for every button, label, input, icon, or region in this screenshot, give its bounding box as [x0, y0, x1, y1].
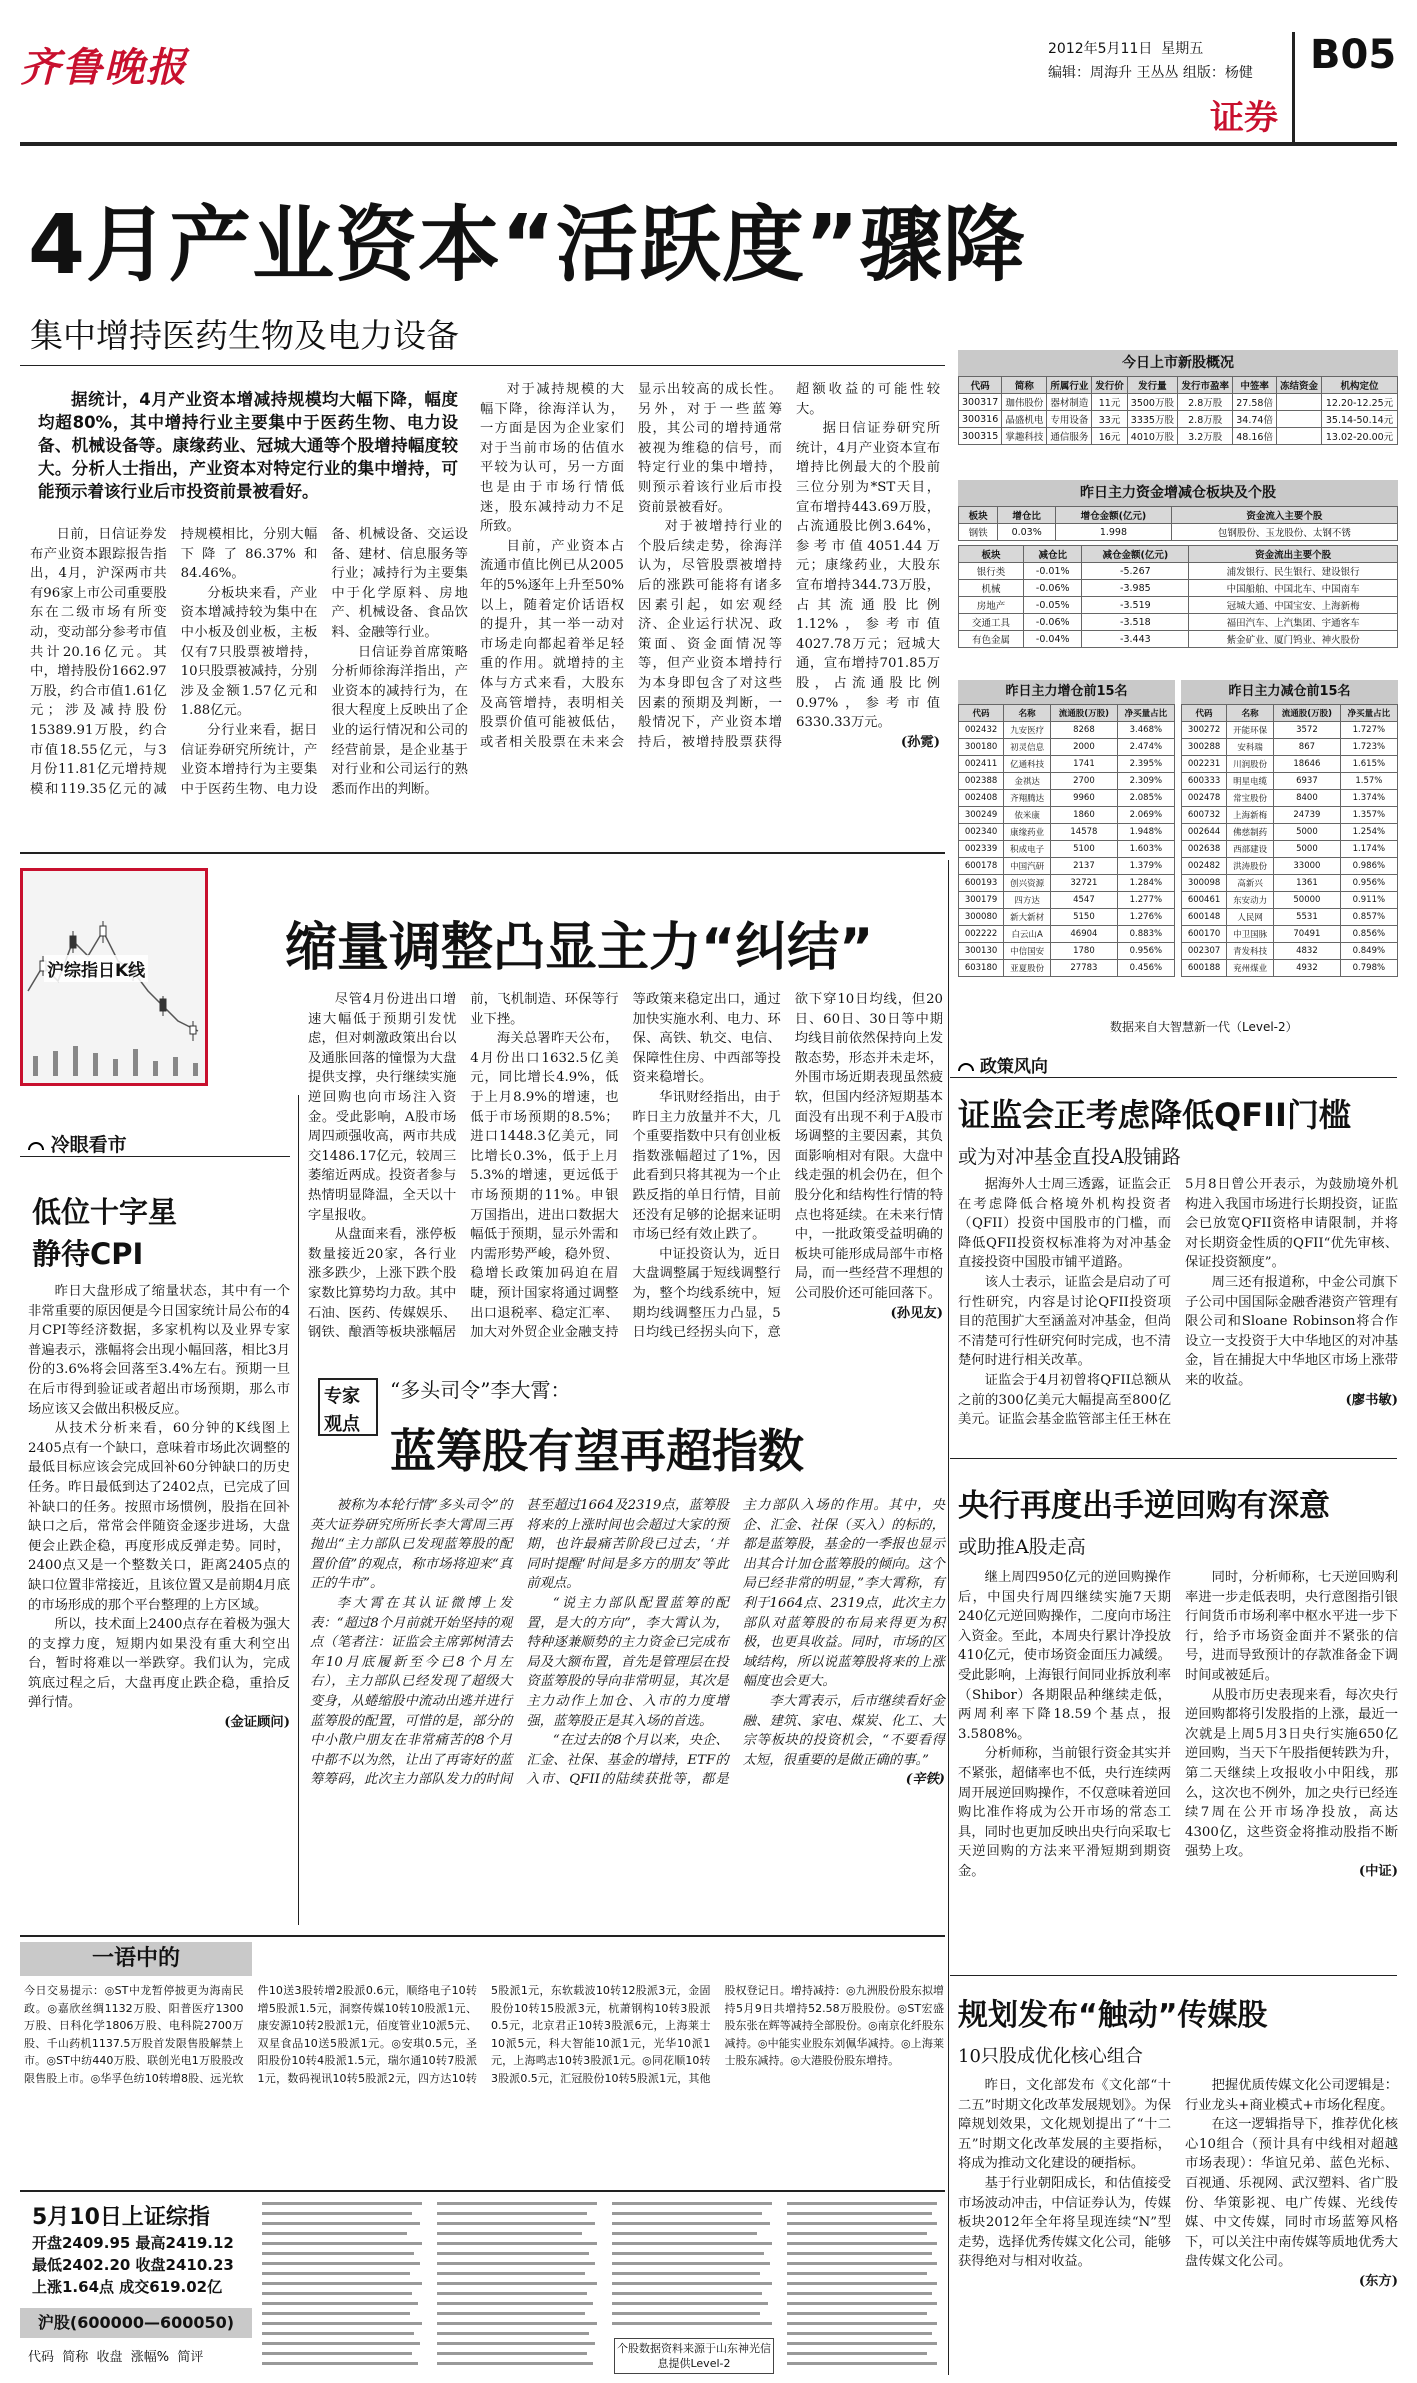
- table-cell: 300179: [959, 892, 1004, 909]
- expert-para: “说主力部队配置蓝筹的配置，是大的方向”，李大霄认为，特种逐兼顺势的主力资金已完成布局及大额布置，首先是管理层在投资蓝筹股的导向非常明显，其次是主力动作上加仓、入市的力度增强，蓝筹股正是其入场的首选。: [526, 1595, 729, 1729]
- masthead: [0, 0, 1417, 145]
- table-row: [959, 824, 1175, 841]
- market-cols: 代码 简称 收盘 涨幅% 简评: [28, 2350, 204, 2365]
- table-cell: 603180: [959, 960, 1004, 977]
- table-row: [1182, 841, 1398, 858]
- table-row: [1182, 892, 1398, 909]
- quote-note: 个股数据资料来源于山东神光信息提供Level-2: [614, 2338, 774, 2374]
- expert-tag-line2: 观点: [324, 1414, 360, 1435]
- cold-body: [28, 1282, 290, 1932]
- table-cell: 0.956%: [1340, 875, 1397, 892]
- qfii-para: 证监会于4月初曾将QFII总额从之前的300亿美元大幅提高至800亿美元。证监会基金监管部主任王林在5月8日曾公开表示，为鼓励境外机构进入我国市场进行长期投资，证监会已放宽QFII资格申请限制，并将对长期资金性质的QFII“优先审核、保证投资额度”。: [958, 1177, 1398, 1428]
- table-row: 银行类 -0.01% -5.267 浦发银行、民生银行、建设银行: [959, 563, 1398, 580]
- qfii-headline: 证监会正考虑降低QFII门槛: [958, 1096, 1351, 1134]
- pboc-headline: 央行再度出手逆回购有深意: [958, 1488, 1330, 1524]
- table-row: [959, 960, 1175, 977]
- table-cell: 600148: [1182, 909, 1227, 926]
- media-para: 在这一逻辑指导下，推荐优化核心10组合（预计具有中线相对超越市场表现）：华谊兄弟、蓝色光标、百视通、乐视网、武汉塑料、省广股份、华策影视、电广传媒、光线传媒、中文传媒，同时市场蓝筹风格下，可以关注中南传媒等质地优秀大盘传媒文化公司。: [1185, 2117, 1398, 2270]
- table-cell: 2000: [1051, 739, 1118, 756]
- top15-inc-table: [958, 704, 1175, 977]
- table-cell: 1.603%: [1117, 841, 1174, 858]
- table-cell: 32721: [1051, 875, 1118, 892]
- table-cell: 1860: [1051, 807, 1118, 824]
- table-cell: 0.986%: [1340, 858, 1397, 875]
- media-headline: 规划发布“触动”传媒股: [958, 1998, 1268, 2033]
- table-row: 钢铁 0.03% 1.998 包钢股份、玉龙股份、太钢不锈: [959, 524, 1398, 541]
- pboc-para: 同时，分析师称，七天逆回购利率进一步走低表明，央行意图指引银行间货币市场利率中枢水平进一步下行，给予市场资金面并不紧张的信号，进而导致预计的存款准备金下调时间或被延后。: [1185, 1570, 1398, 1683]
- table-cell: 2137: [1051, 858, 1118, 875]
- table-cell: 1.379%: [1117, 858, 1174, 875]
- table-cell: 002411: [959, 756, 1004, 773]
- qfii-column-label: [958, 1052, 1048, 1077]
- quote-grid: [262, 2198, 942, 2376]
- qfii-para: 周三还有报道称，中金公司旗下子公司中国国际金融香港资产管理有限公司和Sloane Robinson将合作设立一支投资于大中华地区的对冲基金，旨在捕捉大中华地区市场上涨带来的收益。: [1185, 1274, 1398, 1388]
- half-circle-icon: [28, 1142, 44, 1150]
- table-row: [959, 756, 1175, 773]
- top15-inc-header: 代码 名称 流通股(万股) 净买量占比: [959, 705, 1175, 722]
- table-cell: 1.615%: [1340, 756, 1397, 773]
- table-cell: 5100: [1051, 841, 1118, 858]
- table-cell: 康缘药业: [1004, 824, 1051, 841]
- qfii-body: [958, 1175, 1398, 1450]
- table-cell: 600170: [1182, 926, 1227, 943]
- volume-headline: 缩量调整凸显主力“纠结”: [285, 918, 874, 978]
- volume-para: 中证投资认为，近日大盘调整属于短线调整行为，整个均线系统中，短期均线调整压力凸显，5日均线已经拐头向下，意欲下穿10日均线，但20日、60日、30日等中期均线目前依然保持向上发散态势，形态并未走坏，外围市场近期表现虽然疲软，但国内经济短期基本面没有出现不利于A股市场调整的主要因素，其负面影响相对有限。大盘中线走强的机会仍在，但个股分化和结构性行情的特点也将延续。在未来行情中，一批政策受益明确的板块可能形成局部牛市格局，而一些经营不理想的公司股价还可能回落下。: [632, 992, 943, 1341]
- volume-para: 从盘面来看，涨停板数量接近20家，各行业涨多跌少，上涨下跌个股家数比算势均力敌。其中石油、医药、传媒娱乐、钢铁、酿酒等板块涨幅居前，飞机制造、环保等行业下挫。: [308, 992, 619, 1341]
- table-row: 300317 珈伟股份 器材制造 11元 3500万股 2.8万股 27.58倍 12.20-12.25元: [959, 394, 1398, 411]
- table-cell: 0.849%: [1340, 943, 1397, 960]
- table-cell: 中信国安: [1004, 943, 1051, 960]
- table-cell: 9960: [1051, 790, 1118, 807]
- table-cell: 18646: [1274, 756, 1341, 773]
- table-cell: 8268: [1051, 722, 1118, 739]
- table-row: 交通工具 -0.06% -3.518 福田汽车、上汽集团、宇通客车: [959, 614, 1398, 631]
- top15-dec-title: 昨日主力减仓前15名: [1181, 680, 1398, 704]
- table-cell: 002432: [959, 722, 1004, 739]
- lead-para: 对于被增持行业的个股后续走势，徐海洋认为，尽管股票被增持后的涨跌可能将有诸多因素引起，如宏观经济、企业运行状况、政策面、资金面情况等等，但产业资本增持行为本身即包含了对这些因素的预期及判断，一般情况下，产业资本增持后，被增持股票获得超额收益的可能性较大。: [638, 382, 940, 750]
- table-row: [1182, 875, 1398, 892]
- table-cell: 西部建设: [1227, 841, 1274, 858]
- issue-date: [1048, 38, 1203, 58]
- lead-headline: 4月产业资本“活跃度”骤降: [28, 198, 1026, 293]
- table-cell: 002482: [1182, 858, 1227, 875]
- table-cell: 1780: [1051, 943, 1118, 960]
- table-cell: 1.277%: [1117, 892, 1174, 909]
- expert-para: 被称为本轮行情“多头司令”的英大证券研究所所长李大霄周三再抛出“主力部队已发现蓝筹股的配置价值”的观点，称市场将迎来“真正的牛市”。: [310, 1498, 513, 1592]
- table-cell: 金祺达: [1004, 773, 1051, 790]
- table-cell: 中卫国脉: [1227, 926, 1274, 943]
- cold-byline: (金证顾问): [224, 1715, 290, 1731]
- top15-source: 数据来自大智慧新一代（Level-2）: [1110, 1020, 1298, 1034]
- lead-para: 日前，日信证券发布产业资本跟踪报告指出，4月，沪深两市共有96家上市公司重要股东在二级市场有所变动，变动部分参考市值共计20.16亿元。其中，增持股份1662.97万股，约合市值1.61亿元；涉及减持股份15389.91万股，约合市值18.55亿元，与3月份11.81亿元增持规模和119.35亿元的减持规模相比，分别大幅下降了86.37%和84.46%。: [30, 527, 318, 797]
- table-cell: 600178: [959, 858, 1004, 875]
- pboc-body: [958, 1568, 1398, 1968]
- table-row: [1182, 926, 1398, 943]
- table-cell: 2.309%: [1117, 773, 1174, 790]
- table-cell: 1.374%: [1340, 790, 1397, 807]
- table-cell: 300180: [959, 739, 1004, 756]
- table-cell: 高新兴: [1227, 875, 1274, 892]
- table-cell: 依米康: [1004, 807, 1051, 824]
- table-cell: 0.798%: [1340, 960, 1397, 977]
- editor-line: 编辑：周海升 王丛丛 组版：杨健: [1048, 65, 1253, 81]
- kline-caption: 沪综指日K线: [44, 955, 148, 982]
- table-cell: 1741: [1051, 756, 1118, 773]
- top15-dec-header: 代码 名称 流通股(万股) 净买量占比: [1182, 705, 1398, 722]
- table-row: [959, 739, 1175, 756]
- expert-para: “在过去的8个月以来，央企、汇金、社保、基金的增持，ETF的入市、QFII的陆续获批等，都是主力部队入场的作用。其中，央企、汇金、社保（买入）的标的，都是蓝筹股，基金的一季报也显示出其合计加仓蓝筹股的倾向。这个局已经非常的明显，”李大霄称，有利于1664点、2319点，此次主力部队对蓝筹股的布局来得更为积极，也更具收益。同时，市场的区域结构，所以说蓝筹股将来的上涨幅度也会更大。: [526, 1498, 945, 1788]
- table-cell: 1.174%: [1340, 841, 1397, 858]
- media-para: 把握优质传媒文化公司逻辑是：行业龙头+商业模式+市场化程度。: [1185, 2078, 1398, 2113]
- table-cell: 600188: [1182, 960, 1227, 977]
- table-cell: 0.911%: [1340, 892, 1397, 909]
- table-cell: 1.284%: [1117, 875, 1174, 892]
- lead-para: 分板块来看，产业资本增减持较为集中在中小板及创业板，主板仅有7只股票被增持，10只股票被减持，分别涉及金额1.57亿元和1.88亿元。: [180, 585, 318, 719]
- brief-title: 一语中的: [20, 1942, 252, 1976]
- table-cell: 0.956%: [1117, 943, 1174, 960]
- table-cell: 1.57%: [1340, 773, 1397, 790]
- table-cell: 600193: [959, 875, 1004, 892]
- table-cell: 2.069%: [1117, 807, 1174, 824]
- table-cell: 002340: [959, 824, 1004, 841]
- cold-para: 所以，技术面上2400点存在着极为强大的支撑力度，短期内如果没有重大利空出台，暂时将难以一举跌穿。我们认为，完成筑底过程之后，大盘再度止跌企稳，重拾反弹行情。: [28, 1617, 290, 1711]
- ipo-title: 今日上市新股概况: [958, 350, 1398, 376]
- cold-column-name: 冷眼看市: [50, 1134, 127, 1156]
- ipo-header-row: 代码 简称 所属行业 发行价 发行量 发行市盈率 中签率 冻结资金 机构定位: [959, 377, 1398, 394]
- table-cell: 300080: [959, 909, 1004, 926]
- market-line3: 上涨1.64点 成交619.02亿: [32, 2278, 223, 2296]
- table-cell: 东安动力: [1227, 892, 1274, 909]
- table-row: [1182, 739, 1398, 756]
- table-cell: 2.395%: [1117, 756, 1174, 773]
- table-cell: 1.357%: [1340, 807, 1397, 824]
- expert-tag: [318, 1378, 378, 1436]
- table-cell: 002638: [1182, 841, 1227, 858]
- lead-para: 分行业来看，据日信证券研究所统计，产业资本增持行为主要集中于医药生物、电力设备、机械设备、交运设备、建材、信息服务等行业；减持行为主要集中于化学原料、房地产、机械设备、食品饮料、金融等行业。: [180, 527, 468, 797]
- table-cell: 0.857%: [1340, 909, 1397, 926]
- pboc-para: 从股市历史表现来看，每次央行逆回购都将引发股指的上涨，最近一次就是上周5月3日央行实施650亿逆回购，当天下午股指便转跌为升，第二天继续上攻报收小中阳线，那么，这次也不例外，加之央行已经连续7周在公开市场净投放，高达4300亿，这些资金将推动股指不断强势上攻。: [1185, 1687, 1398, 1860]
- market-line2: 最低2402.20 收盘2410.23: [32, 2256, 234, 2274]
- lead-para: 对于减持规模的大幅下降，徐海洋认为，一方面是因为企业家们对于当前市场的估值水平较为认可，另一方面也是由于市场行情低迷，股东减持动力不足所致。: [480, 382, 624, 535]
- table-cell: 002388: [959, 773, 1004, 790]
- table-row: [959, 773, 1175, 790]
- cold-column-label: [28, 1130, 127, 1157]
- expert-headline: 蓝筹股有望再超指数: [390, 1424, 804, 1478]
- table-cell: 0.856%: [1340, 926, 1397, 943]
- newspaper-logo: 齐鲁晚报: [20, 44, 188, 91]
- qfii-para: 该人士表示，证监会是启动了可行性研究，内容是讨论QFII投资项目的范围扩大至涵盖对冲基金，但尚不清楚可行性研究何时完成，也不清楚何时进行相关改革。: [958, 1274, 1171, 1369]
- expert-para: 李大霄在其认证微博上发表：“超过8个月前就开始坚持的观点（笔者注：证监会主席郭树清去年10月底履新至今已8个月左右），主力部队已经发现了超级大变身，从蜷缩股中流动出逃并进行蓝筹股的配置，可惜的是，部分的中小散户朋友在非常痛苦的8个月中都不以为然，让出了再寄好的蓝筹筹码，此次主力部队发力的时间甚至超过1664及2319点，蓝筹股将来的上涨时间也会超过大家的预期，也许最痛苦阶段已过去，‘并同时提醒‘时间是多方的朋友’等此前观点。: [310, 1498, 729, 1788]
- table-cell: 002408: [959, 790, 1004, 807]
- table-cell: 2.474%: [1117, 739, 1174, 756]
- top15-dec-table: [1181, 704, 1398, 977]
- table-row: [959, 807, 1175, 824]
- table-cell: 3572: [1274, 722, 1341, 739]
- market-sub: 沪股(600000—600050): [20, 2308, 252, 2338]
- table-cell: 新大新材: [1004, 909, 1051, 926]
- table-row: [1182, 790, 1398, 807]
- table-cell: 2.085%: [1117, 790, 1174, 807]
- expert-tag-line1: 专家: [324, 1386, 360, 1407]
- table-row: 有色金属 -0.04% -3.443 紫金矿业、厦门钨业、神火股份: [959, 631, 1398, 648]
- lead-body: [30, 525, 468, 835]
- table-cell: 2700: [1051, 773, 1118, 790]
- table-cell: 亿通科技: [1004, 756, 1051, 773]
- table-cell: 安科瑞: [1227, 739, 1274, 756]
- qfii-subheadline: 或为对冲基金直投A股铺路: [958, 1146, 1181, 1168]
- expert-para: 李大霄表示，后市继续看好金融、建筑、家电、煤炭、化工、大宗等板块的投资机会，“不要看得太短，很重要的是做正确的事。”: [742, 1693, 945, 1768]
- table-cell: 5000: [1274, 841, 1341, 858]
- table-cell: 1.727%: [1340, 722, 1397, 739]
- table-cell: 002478: [1182, 790, 1227, 807]
- table-row: [1182, 722, 1398, 739]
- table-cell: 4547: [1051, 892, 1118, 909]
- ipo-table: [958, 376, 1398, 445]
- table-cell: 600732: [1182, 807, 1227, 824]
- table-cell: 6937: [1274, 773, 1341, 790]
- cold-headline-2: 静待CPI: [32, 1237, 144, 1271]
- table-cell: 27783: [1051, 960, 1118, 977]
- table-cell: 常宝股份: [1227, 790, 1274, 807]
- table-cell: 1.723%: [1340, 739, 1397, 756]
- table-cell: 亚夏股份: [1004, 960, 1051, 977]
- expert-body: [310, 1496, 945, 1926]
- volume-byline: (孙见友): [890, 1305, 943, 1321]
- volume-para: 海关总署昨天公布，4月份出口1632.5亿美元，同比增长4.9%，低于上月8.9%的增速，也低于市场预期的8.5%；进口1448.3亿美元，同比增长0.3%，低于上月5.3%的增速，更远低于市场预期的11%。申银万国指出，进出口数据大幅低于预期，显示外需和内需形势严峻，稳外贸、稳增长政策加码迫在眉睫，预计国家将通过调整出口退税率、稳定汇率、加大对外贸企业金融支持等政策来稳定出口，通过加快实施水利、电力、环保、高铁、轨交、电信、保障性住房、中西部等投资来稳增长。: [470, 992, 781, 1341]
- volume-para: 华讯财经指出，由于昨日主力放量并不大，几个重要指数中只有创业板指数涨幅超过了1%，因此看到只将其视为一个止跌反指的单日行情，目前还没有足够的论据来证明市场已经有效止跌了。: [632, 1089, 781, 1243]
- top15-inc-title: 昨日主力增仓前15名: [958, 680, 1175, 704]
- table-cell: 70491: [1274, 926, 1341, 943]
- qfii-column-name: 政策风向: [979, 1057, 1048, 1077]
- table-cell: 洪涛股份: [1227, 858, 1274, 875]
- table-row: [1182, 960, 1398, 977]
- date-text: 2012年5月11日: [1048, 41, 1153, 57]
- table-cell: 齐翔腾达: [1004, 790, 1051, 807]
- brief-text: 今日交易提示：◎ST中龙暂停披更为海南民政。◎嘉欣丝绸1132万股、阳普医疗1300万股、日科化学1806万股、电科院2700万股、千山药机1137.5万股首发限售股解禁上市。◎ST中纺440万股、联创光电1万股股改限售股上市。◎华孚色纺10转增8股、远光软件10送3股转增2股派0.6元，顺络电子10转增5股派1.5元，洞察传媒10转10股派1元、康安源10转2股派1元，佰度管业10派5元、双星食品10送5股派1元。◎安琪0.5元，圣阳股份10转4股派1.5元，瑞尔通10转7股派1元，数码视讯10转5股派2元，四方达10转5股派1元，东软载波10转12股派3元，金固股份10转15股派3元，杭萧钢构10转3股派0.5元，北京君正10转3股派6元，上海莱士10派5元，科大智能10派1元，光华10派1元，上海鸣志10转3股派1元。◎同花顺10转3股派0.5元，汇冠股份10转5股派1元，其他股权登记日。增持减持：◎九洲股份股东拟增持5月9日共增持52.58万股股份。◎ST宏盛股东张在辉等减持全部股份。◎南京化纤股东减持。◎中能实业股东刘佩华减持。◎上海莱士股东减持。◎大港股份股东增持。: [24, 1984, 944, 2085]
- table-cell: 1.276%: [1117, 909, 1174, 926]
- table-cell: 0.456%: [1117, 960, 1174, 977]
- quote-listing-block: [262, 2198, 942, 2376]
- lead-body-right: [480, 380, 940, 840]
- table-cell: 4832: [1274, 943, 1341, 960]
- table-row: [959, 841, 1175, 858]
- flow-out-header: 板块 减仓比 减仓金额(亿元) 资金流出主要个股: [959, 546, 1398, 563]
- table-row: [959, 943, 1175, 960]
- table-cell: 上海新梅: [1227, 807, 1274, 824]
- table-cell: 川润股份: [1227, 756, 1274, 773]
- flow-panel: [958, 480, 1398, 648]
- table-row: [959, 892, 1175, 909]
- table-cell: 5000: [1274, 824, 1341, 841]
- table-cell: 中国汽研: [1004, 858, 1051, 875]
- table-row: [1182, 858, 1398, 875]
- lead-summary: 据统计，4月产业资本增减持规模均大幅下降，幅度均超80%，其中增持行业主要集中于医药生物、电力设备、机械设备等。康缘药业、冠城大通等个股增持幅度较大。分析人士指出，产业资本对特定行业的集中增持，可能预示着该行业后市投资前景被看好。: [38, 390, 458, 501]
- table-cell: 46904: [1051, 926, 1118, 943]
- table-cell: 4932: [1274, 960, 1341, 977]
- market-box: [20, 2196, 252, 2376]
- media-para: 昨日，文化部发布《文化部“十二五”时期文化改革发展规划》。为保障规划效果，文化规划提出了“十二五”时期文化改革发展的主要指标，将成为推动文化建设的硬指标。: [958, 2078, 1171, 2172]
- table-cell: 开能环保: [1227, 722, 1274, 739]
- pboc-para: 继上周四950亿元的逆回购操作后，中国央行周四继续实施7天期240亿元逆回购操作，二度向市场注入资金。至此，本周央行累计净投放410亿元，使市场资金面压力减缓。受此影响，上海银行间同业拆放利率（Shibor）各期限品种继续走低，两周利率下降18.59个基点，报3.5808%。: [958, 1570, 1171, 1742]
- table-cell: 3.468%: [1117, 722, 1174, 739]
- table-row: 300315 掌趣科技 通信服务 16元 4010万股 3.2万股 48.16倍 13.02-20.00元: [959, 428, 1398, 445]
- table-row: [959, 909, 1175, 926]
- lead-subheadline: 集中增持医药生物及电力设备: [30, 316, 459, 355]
- table-cell: 1361: [1274, 875, 1341, 892]
- table-cell: 867: [1274, 739, 1341, 756]
- table-cell: 002339: [959, 841, 1004, 858]
- cold-headline-1: 低位十字星: [32, 1195, 178, 1229]
- market-line1: 开盘2409.95 最高2419.12: [32, 2234, 234, 2252]
- qfii-byline: (廖书敏): [1345, 1392, 1398, 1408]
- table-cell: 300130: [959, 943, 1004, 960]
- expert-byline: (辛铁): [905, 1772, 945, 1788]
- table-cell: 1.254%: [1340, 824, 1397, 841]
- table-cell: 明星电缆: [1227, 773, 1274, 790]
- table-cell: 九安医疗: [1004, 722, 1051, 739]
- table-cell: 002231: [1182, 756, 1227, 773]
- table-cell: 兖州煤业: [1227, 960, 1274, 977]
- section-name: 证券: [1210, 98, 1278, 138]
- table-cell: 002222: [959, 926, 1004, 943]
- flow-in-header: 板块 增仓比 增仓金额(亿元) 资金流入主要个股: [959, 507, 1398, 524]
- ipo-panel: [958, 350, 1398, 445]
- table-row: [959, 722, 1175, 739]
- media-byline: (东方): [1358, 2273, 1398, 2289]
- half-circle-icon: [958, 1063, 974, 1071]
- table-row: 300316 晶盛机电 专用设备 33元 3335万股 2.8万股 34.74倍 35.14-50.14元: [959, 411, 1398, 428]
- pboc-subheadline: 或助推A股走高: [958, 1536, 1086, 1558]
- flow-out-table: [958, 545, 1398, 648]
- weekday-text: 星期五: [1161, 41, 1204, 57]
- table-row: [959, 926, 1175, 943]
- table-row: [959, 858, 1175, 875]
- table-cell: 人民网: [1227, 909, 1274, 926]
- table-row: [959, 875, 1175, 892]
- expert-kicker: “多头司令”李大霄：: [390, 1378, 571, 1402]
- table-cell: 白云山A: [1004, 926, 1051, 943]
- qfii-para: 据海外人士周三透露，证监会正在考虑降低合格境外机构投资者（QFII）投资中国股市的门槛，而降低QFII投资权标准将为对冲基金直接投资中国股市铺平道路。: [958, 1177, 1171, 1271]
- table-cell: 600461: [1182, 892, 1227, 909]
- lead-para: 日信证券首席策略分析师徐海洋指出，产业资本的减持行为，在很大程度上反映出了企业的运行情况和公司的经营前景，是企业基于对行业和公司运行的熟悉而作出的判断。: [331, 644, 468, 797]
- table-cell: 四方达: [1004, 892, 1051, 909]
- table-cell: 24739: [1274, 807, 1341, 824]
- media-body: [958, 2076, 1398, 2376]
- table-cell: 14578: [1051, 824, 1118, 841]
- flow-in-table: [958, 506, 1398, 541]
- table-cell: 300249: [959, 807, 1004, 824]
- table-cell: 50000: [1274, 892, 1341, 909]
- table-cell: 002644: [1182, 824, 1227, 841]
- table-cell: 创兴资源: [1004, 875, 1051, 892]
- table-row: [1182, 756, 1398, 773]
- table-cell: 600333: [1182, 773, 1227, 790]
- table-cell: 300288: [1182, 739, 1227, 756]
- lead-para: 目前，产业资本占流通市值比例已从2005年的5%逐年上升至50%以上，随着定价话语权的提升，其一举一动对市场走向都起着举足轻重的作用。就增持的主体与方式来看，大股东及高管增持，表明相关股票价值可能被低估，或者相关股票在未来会显示出较高的成长性。另外，对于一些蓝筹股，其公司的增持通常被视为维稳的信号，而特定行业的集中增持，则预示着该行业后市投资前景被看好。: [480, 382, 782, 750]
- lead-byline: (孙霓): [900, 734, 940, 750]
- table-row: [1182, 807, 1398, 824]
- volume-para: 尽管4月份进出口增速大幅低于预期引发忧虑，但对刺激政策出台以及通胀回落的憧憬为大盘提供支撑，央行继续实施逆回购也向市场注入资金。受此影响，A股市场周四顽强收高，两市共成交1486.17亿元，较周三萎缩近两成。投资者参与热情明显降温，全天以十字星报收。: [308, 992, 457, 1223]
- table-cell: 0.883%: [1117, 926, 1174, 943]
- table-row: [1182, 909, 1398, 926]
- cold-para: 从技术分析来看，60分钟的K线图上2405点有一个缺口，意味着市场此次调整的最低目标应该会完成回补60分钟缺口的历史任务。昨日最低到达了2402点，已完成了回补缺口的任务。按照市场惯例，股指在回补缺口之后，常常会伴随资金逐步进场，大盘便会止跌企稳，再度形成反弹走势。同时，2400点又是一个整数关口，距离2405点的缺口位置非常接近，且该位置又是前期4月底的市场形成的那个平台整理的上方区域。: [28, 1421, 290, 1613]
- lead-para: 据日信证券研究所统计，4月产业资本宣布增持比例最大的个股前三位分别为*ST天目，宣布增持443.69万股，占流通股比例3.64%，参考市值4051.44万元；康缘药业，大股东宣布增持344.73万股，占其流通股比例1.12%，参考市值4027.78万元；冠城大通，宣布增持701.85万股，占流通股比例0.97%，参考市值6330.33万元。: [796, 421, 940, 731]
- top15-dec-panel: [1181, 680, 1398, 977]
- table-cell: 初灵信息: [1004, 739, 1051, 756]
- table-cell: 积成电子: [1004, 841, 1051, 858]
- table-row: 房地产 -0.05% -3.519 冠城大通、中国宝安、上海新梅: [959, 597, 1398, 614]
- media-para: 基于行业朝阳成长，和估值接受市场波动冲击，中信证券认为，传媒板块2012年全年将呈现连续“N”型走势，选择优秀传媒文化公司，能够获得绝对与相对收益。: [958, 2175, 1171, 2270]
- pboc-para: 分析师称，当前银行资金其实并不紧张，超储率也不低，央行连续两周开展逆回购操作，不仅意味着逆回购比准作将成为公开市场的常态工具，同时也更加反映出央行向采取七天逆回购的方法来平滑短期到期资金。: [958, 1746, 1171, 1879]
- table-row: [959, 790, 1175, 807]
- page-number: B05: [1310, 32, 1397, 78]
- table-cell: 佛慈制药: [1227, 824, 1274, 841]
- table-cell: 33000: [1274, 858, 1341, 875]
- table-row: [1182, 824, 1398, 841]
- table-row: 机械 -0.06% -3.985 中国船舶、中国北车、中国南车: [959, 580, 1398, 597]
- table-cell: 5150: [1051, 909, 1118, 926]
- flow-title: 昨日主力资金增减仓板块及个股: [958, 480, 1398, 506]
- table-cell: 青发科技: [1227, 943, 1274, 960]
- table-cell: 002307: [1182, 943, 1227, 960]
- table-cell: 8400: [1274, 790, 1341, 807]
- table-row: [1182, 943, 1398, 960]
- top15-inc-panel: [958, 680, 1175, 977]
- table-cell: 1.948%: [1117, 824, 1174, 841]
- table-cell: 300098: [1182, 875, 1227, 892]
- media-subheadline: 10只股成优化核心组合: [958, 2046, 1143, 2067]
- table-cell: 5531: [1274, 909, 1341, 926]
- table-row: [1182, 773, 1398, 790]
- cold-para: 昨日大盘形成了缩量状态，其中有一个非常重要的原因便是今日国家统计局公布的4月CPI等经济数据，多家机构以及业界专家普遍表示，涨幅将会出现小幅回落，相比3月份的3.6%将会回落至3.4%左右。预期一旦在后市得到验证或者超出市场预期，那么市场应该又会做出积极反应。: [28, 1284, 290, 1417]
- table-cell: 300272: [1182, 722, 1227, 739]
- pboc-byline: (中证): [1358, 1863, 1398, 1879]
- volume-body: [308, 990, 943, 1362]
- market-title: 5月10日上证综指: [32, 2205, 210, 2230]
